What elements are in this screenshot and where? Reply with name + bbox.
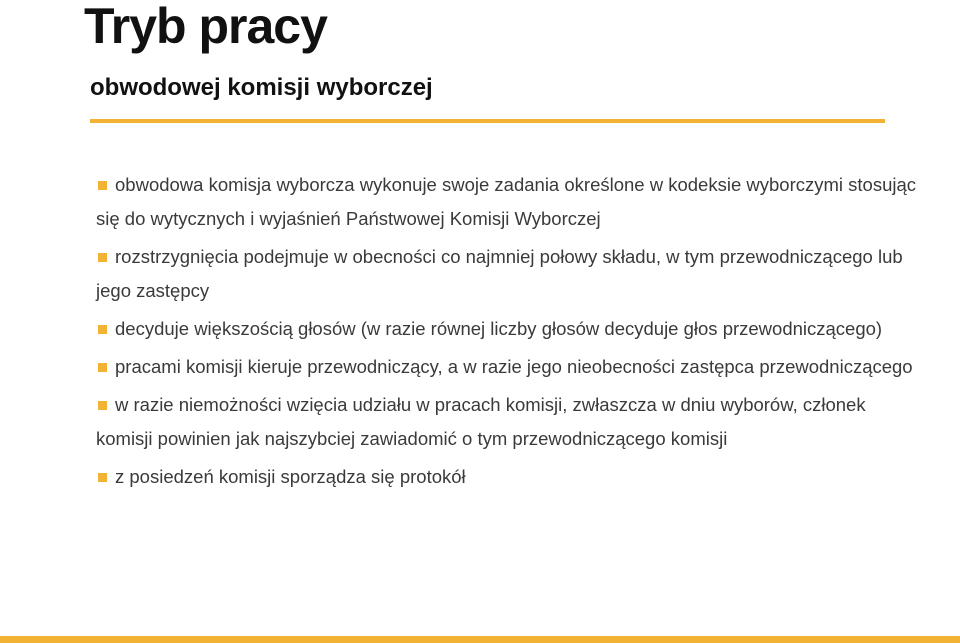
- bullet-item: [96, 460, 916, 494]
- square-bullet-icon: [98, 363, 107, 372]
- bullet-item: [96, 312, 916, 346]
- slide-title: Tryb pracy: [84, 0, 327, 54]
- square-bullet-icon: [98, 325, 107, 334]
- bullet-item: [96, 388, 916, 456]
- bullet-item: [96, 168, 916, 236]
- bullet-list: [96, 168, 916, 498]
- square-bullet-icon: [98, 401, 107, 410]
- bullet-text: z posiedzeń komisji sporządza się protokół: [115, 466, 466, 487]
- bullet-item: [96, 350, 916, 384]
- bullet-text: decyduje większością głosów (w razie równej liczby głosów decyduje głos przewodniczącego): [115, 318, 883, 339]
- square-bullet-icon: [98, 253, 107, 262]
- square-bullet-icon: [98, 181, 107, 190]
- bullet-text: w razie niemożności wzięcia udziału w pracach komisji, zwłaszcza w dniu wyborów, członek komisji powinien jak najszybciej zawiadomić o tym przewodniczącego komisji: [96, 394, 866, 449]
- slide-subtitle: obwodowej komisji wyborczej: [90, 74, 433, 101]
- title-divider: [90, 119, 885, 123]
- bullet-text: pracami komisji kieruje przewodniczący, a w razie jego nieobecności zastępca przewodniczącego: [115, 356, 913, 377]
- bottom-divider: [0, 636, 960, 643]
- bullet-text: obwodowa komisja wyborcza wykonuje swoje zadania określone w kodeksie wyborczymi stosując się do wytycznych i wyjaśnień Państwowej Komisji Wyborczej: [96, 174, 917, 229]
- bullet-item: [96, 240, 916, 308]
- square-bullet-icon: [98, 473, 107, 482]
- bullet-text: rozstrzygnięcia podejmuje w obecności co najmniej połowy składu, w tym przewodniczącego lub jego zastępcy: [96, 246, 903, 301]
